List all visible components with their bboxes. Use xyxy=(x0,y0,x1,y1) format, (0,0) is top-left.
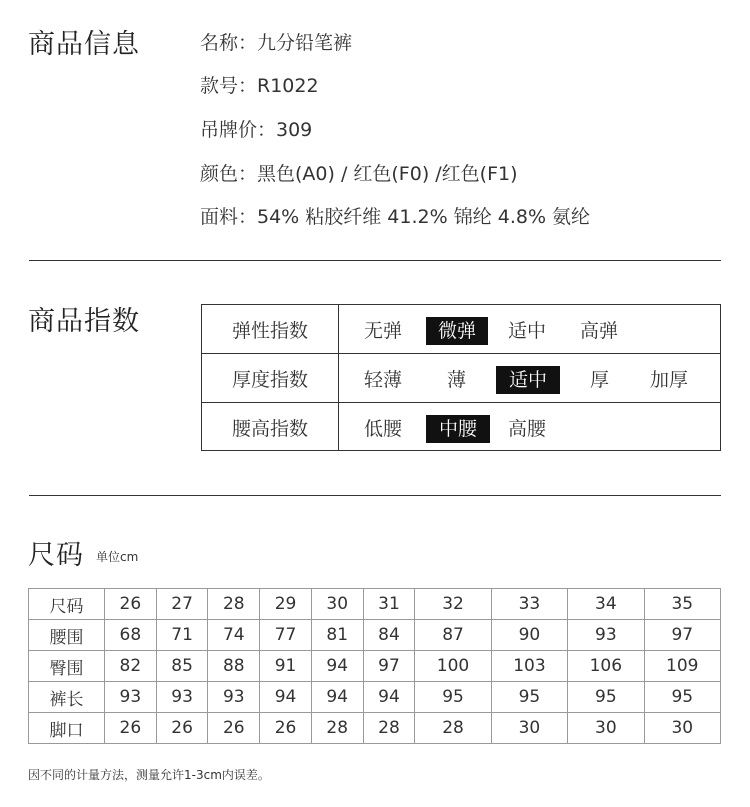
size-row xyxy=(29,589,721,620)
table-cell: 28 xyxy=(311,713,363,744)
table-cell: 94 xyxy=(260,682,312,713)
length-row xyxy=(29,682,721,713)
info-fabric: 面料：54% 粘胶纤维 41.2% 锦纶 4.8% 氨纶 xyxy=(200,206,591,228)
option-medium-thickness-selected: 适中 xyxy=(496,366,560,394)
table-cell: 33 xyxy=(491,589,567,620)
table-cell: 93 xyxy=(208,682,260,713)
table-cell: 82 xyxy=(105,651,157,682)
table-cell: 85 xyxy=(156,651,208,682)
table-cell: 32 xyxy=(415,589,491,620)
option-high-stretch: 高弹 xyxy=(580,320,619,342)
table-cell: 34 xyxy=(568,589,644,620)
option-extra-thick: 加厚 xyxy=(650,369,689,391)
table-cell: 94 xyxy=(311,682,363,713)
table-cell: 97 xyxy=(644,620,720,651)
table-cell: 94 xyxy=(311,651,363,682)
table-cell: 94 xyxy=(363,682,415,713)
table-cell: 100 xyxy=(415,651,491,682)
option-high-waist: 高腰 xyxy=(508,418,547,440)
index-row-elasticity xyxy=(202,305,720,354)
divider xyxy=(29,495,721,496)
size-title: 尺码 xyxy=(28,540,84,571)
waist-row xyxy=(29,620,721,651)
table-cell: 95 xyxy=(644,682,720,713)
table-cell: 87 xyxy=(415,620,491,651)
row-header-cell: 尺码 xyxy=(29,589,105,620)
option-mid-waist-selected: 中腰 xyxy=(426,415,490,443)
table-cell: 90 xyxy=(491,620,567,651)
size-unit: 单位cm xyxy=(96,550,139,564)
table-cell: 30 xyxy=(568,713,644,744)
table-cell: 26 xyxy=(156,713,208,744)
divider xyxy=(29,260,721,261)
table-cell: 74 xyxy=(208,620,260,651)
table-cell: 28 xyxy=(208,589,260,620)
table-cell: 95 xyxy=(415,682,491,713)
row-header-cell: 臀围 xyxy=(29,651,105,682)
info-colors: 颜色：黑色(A0) / 红色(F0) /红色(F1) xyxy=(200,163,518,185)
table-cell: 30 xyxy=(311,589,363,620)
option-moderate-stretch: 适中 xyxy=(508,320,547,342)
table-cell: 26 xyxy=(105,589,157,620)
table-cell: 81 xyxy=(311,620,363,651)
table-cell: 31 xyxy=(363,589,415,620)
info-style-number: 款号：R1022 xyxy=(200,75,319,97)
table-cell: 26 xyxy=(208,713,260,744)
table-cell: 35 xyxy=(644,589,720,620)
measurement-note: 因不同的计量方法，测量允许1-3cm内误差。 xyxy=(28,768,270,782)
table-cell: 95 xyxy=(491,682,567,713)
table-cell: 103 xyxy=(491,651,567,682)
table-cell: 88 xyxy=(208,651,260,682)
index-row-waist-height xyxy=(202,403,720,451)
table-cell: 26 xyxy=(105,713,157,744)
table-cell: 77 xyxy=(260,620,312,651)
table-cell: 106 xyxy=(568,651,644,682)
index-label-waist-height: 腰高指数 xyxy=(202,403,339,451)
table-cell: 97 xyxy=(363,651,415,682)
option-very-thin: 轻薄 xyxy=(364,369,403,391)
table-cell: 30 xyxy=(644,713,720,744)
index-row-thickness xyxy=(202,354,720,403)
row-header-cell: 脚口 xyxy=(29,713,105,744)
info-tag-price: 吊牌价：309 xyxy=(200,119,313,141)
table-cell: 93 xyxy=(568,620,644,651)
option-low-waist: 低腰 xyxy=(364,418,403,440)
hem-row xyxy=(29,713,721,744)
size-table xyxy=(28,588,721,744)
product-index-title: 商品指数 xyxy=(28,306,140,337)
table-cell: 109 xyxy=(644,651,720,682)
table-cell: 93 xyxy=(156,682,208,713)
table-cell: 26 xyxy=(260,713,312,744)
table-cell: 27 xyxy=(156,589,208,620)
table-cell: 93 xyxy=(105,682,157,713)
index-label-elasticity: 弹性指数 xyxy=(202,305,339,353)
table-cell: 68 xyxy=(105,620,157,651)
table-cell: 28 xyxy=(415,713,491,744)
table-cell: 95 xyxy=(568,682,644,713)
option-thin: 薄 xyxy=(447,369,467,391)
row-header-cell: 裤长 xyxy=(29,682,105,713)
table-cell: 29 xyxy=(260,589,312,620)
option-slight-stretch-selected: 微弹 xyxy=(426,317,488,345)
table-cell: 91 xyxy=(260,651,312,682)
hip-row xyxy=(29,651,721,682)
index-table xyxy=(201,304,721,451)
option-no-stretch: 无弹 xyxy=(364,320,403,342)
index-label-thickness: 厚度指数 xyxy=(202,354,339,402)
table-cell: 84 xyxy=(363,620,415,651)
table-cell: 71 xyxy=(156,620,208,651)
info-name: 名称：九分铅笔裤 xyxy=(200,32,353,54)
table-cell: 30 xyxy=(491,713,567,744)
option-thick: 厚 xyxy=(590,369,610,391)
row-header-cell: 腰围 xyxy=(29,620,105,651)
product-info-title: 商品信息 xyxy=(28,29,140,60)
table-cell: 28 xyxy=(363,713,415,744)
